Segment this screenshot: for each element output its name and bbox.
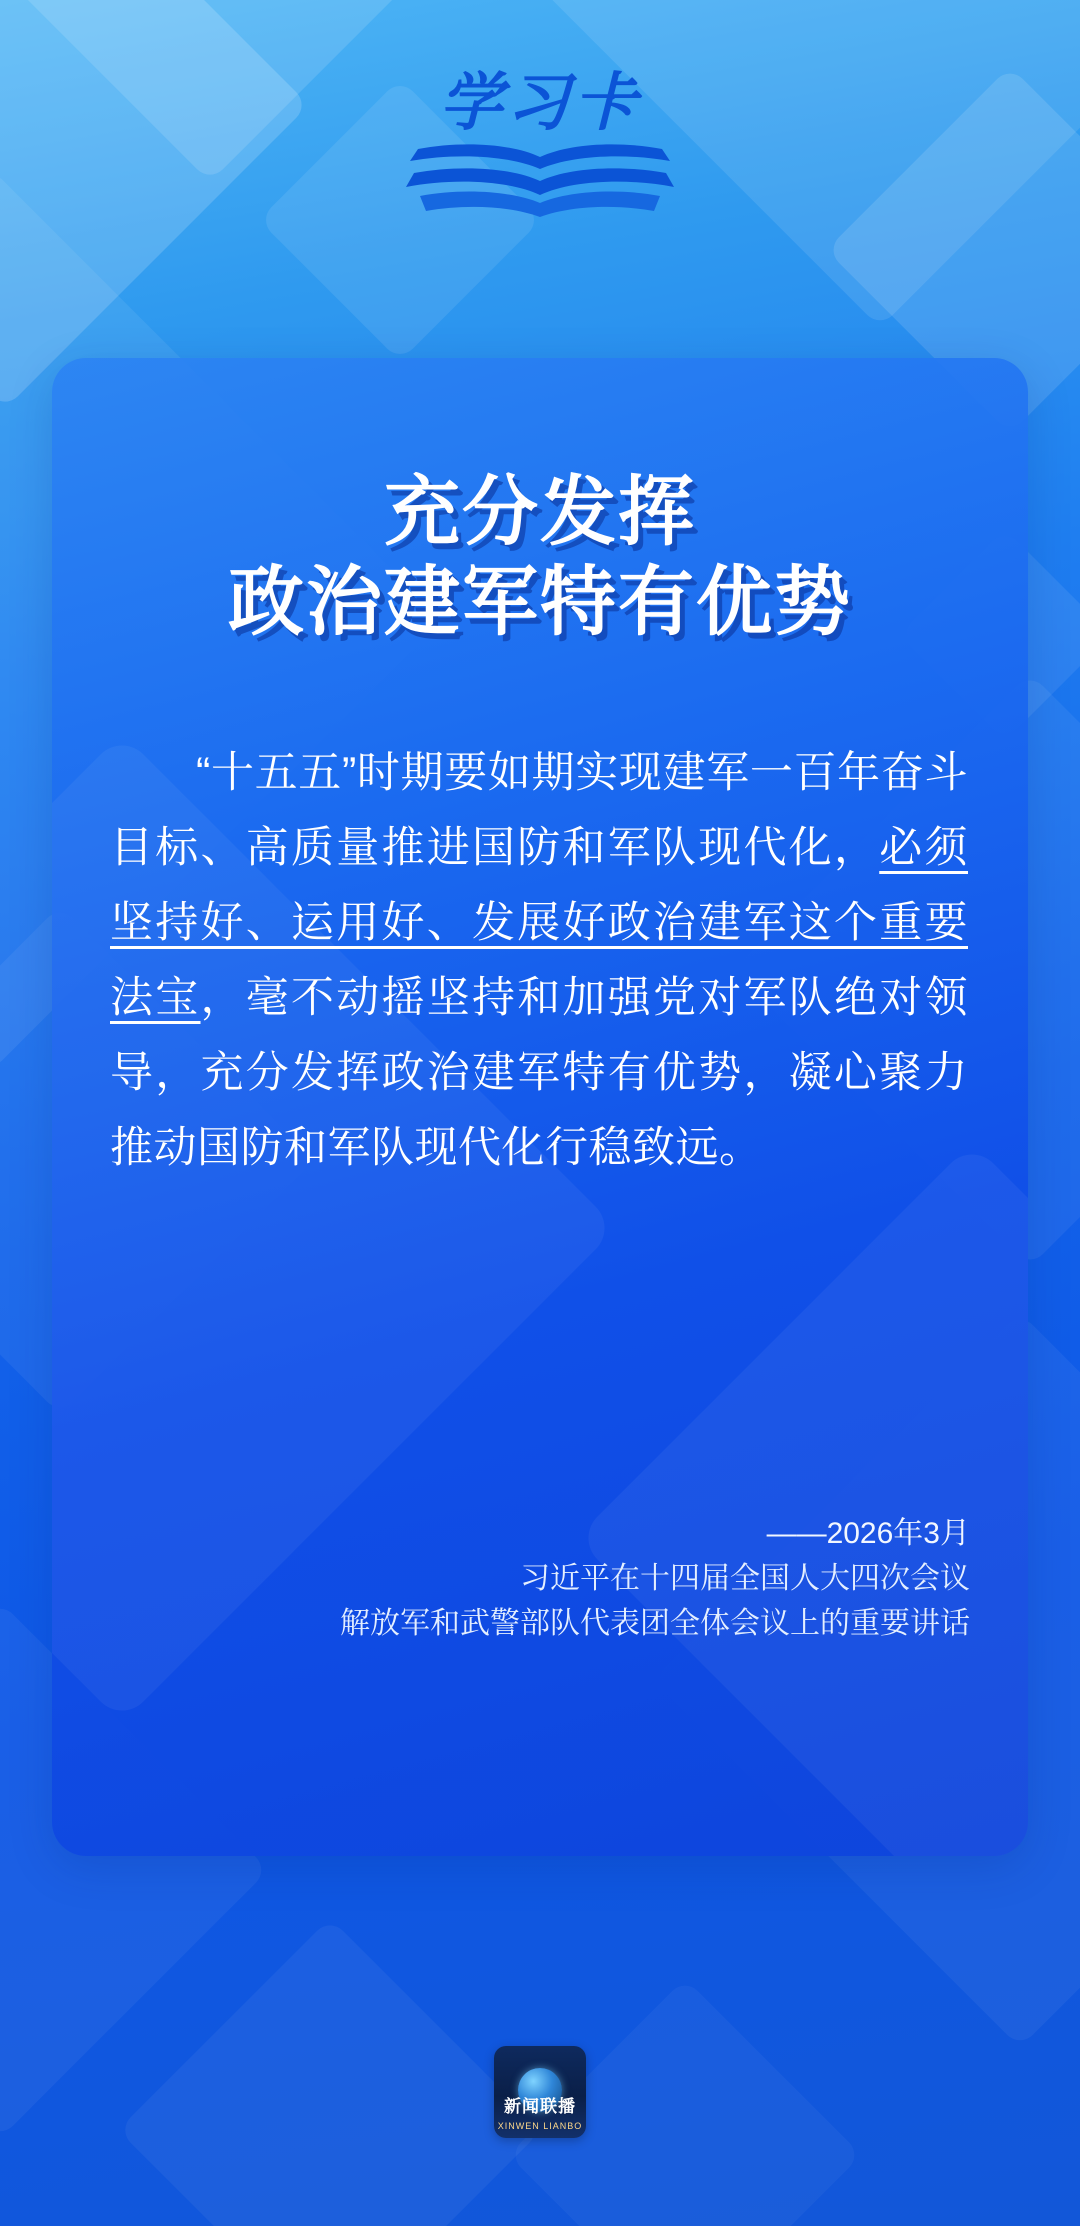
attribution-line-2: 解放军和武警部队代表团全体会议上的重要讲话 [340, 1607, 970, 1640]
decorative-square [576, 1142, 1028, 1856]
footer [0, 2046, 1080, 2138]
attribution-line-1: 习近平在十四届全国人大四次会议 [520, 1562, 970, 1595]
quote-body-part-1: “十五五”时期要如期实现建军一百年奋斗目标、高质量推进国防和军队现代化， [110, 749, 968, 872]
quote-card [52, 358, 1028, 1856]
headline-line-1: 充分发挥 [384, 470, 696, 555]
card-headline [52, 468, 1028, 648]
open-book-icon [400, 141, 680, 219]
attribution-date: ——2026年3月 [766, 1517, 970, 1550]
quote-body-part-2: ，毫不动摇坚持和加强党对军队绝对领导，充分发挥政治建军特有优势，凝心聚力推动国防和军队现代化行稳致远。 [110, 974, 968, 1172]
header [0, 58, 1080, 228]
badge-name: 新闻联播 [504, 2097, 576, 2116]
quote-body [110, 736, 968, 1186]
badge-pinyin: XINWEN LIANBO [497, 2121, 583, 2131]
attribution [190, 1511, 970, 1646]
headline-line-2: 政治建军特有优势 [228, 560, 852, 645]
quote-body-emphasis: 必须坚持好、运用好、发展好政治建军这个重要法宝 [110, 824, 968, 1022]
xinwen-lianbo-badge [494, 2046, 586, 2138]
brand-logo-text: 学习卡 [439, 68, 641, 138]
brand-logo [390, 63, 690, 223]
